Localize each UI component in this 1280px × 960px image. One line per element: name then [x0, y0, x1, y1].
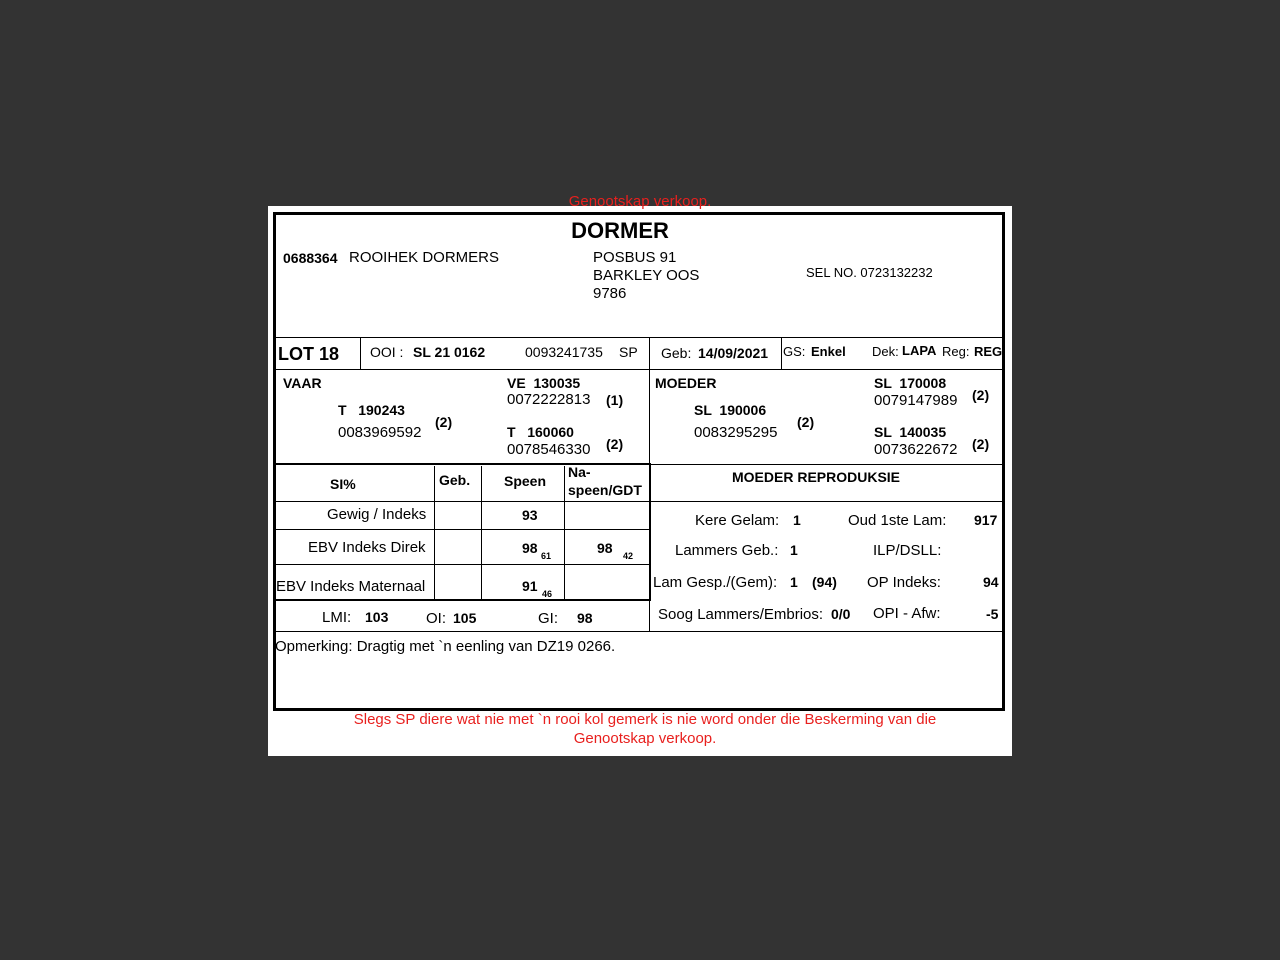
oi-value: 105: [453, 610, 477, 626]
row-maternaal-speen: 91: [522, 578, 538, 594]
vaar-number: 0083969592: [338, 424, 422, 441]
gs-label: GS:: [783, 344, 806, 359]
lammers-geb-value: 1: [790, 542, 798, 558]
card-frame: [273, 212, 1005, 711]
si-header-geb: Geb.: [439, 472, 471, 488]
row-maternaal-speen-sub: 46: [542, 589, 553, 599]
vaar-sire-number: 0072222813: [507, 391, 591, 408]
vaar-label: VAAR: [283, 375, 322, 391]
remark: Opmerking: Dragtig met `n eenling van DZ19 0266.: [275, 638, 616, 655]
geb-date: 14/09/2021: [698, 345, 769, 361]
row-gewig-speen: 93: [522, 507, 538, 523]
lammers-geb-label: Lammers Geb.:: [675, 542, 779, 559]
breed-title: DORMER: [571, 218, 669, 243]
moeder-id: SL 190006: [694, 402, 767, 418]
divider: [275, 337, 1005, 338]
notice-line2: Genootskap verkoop.: [573, 730, 717, 747]
oud-label: Oud 1ste Lam:: [848, 512, 947, 529]
row-direk-naspeen: 98: [597, 540, 613, 556]
notice-line1: Slegs SP diere wat nie met `n rooi kol gemerk is nie word onder die Beskerming van die: [353, 711, 937, 728]
si-header-si: SI%: [330, 476, 356, 492]
address-line3: 9786: [593, 285, 627, 302]
row-direk-naspeen-sub: 42: [623, 551, 634, 561]
lmi-value: 103: [365, 609, 389, 625]
vaar-dam-count: (2): [606, 436, 624, 452]
oi-label: OI:: [426, 610, 447, 627]
lam-gesp-label: Lam Gesp./(Gem):: [653, 574, 778, 591]
row-gewig-label: Gewig / Indeks: [327, 506, 427, 523]
ooi-label: OOI :: [370, 344, 404, 360]
si-header-naspeen-1: Na-: [568, 464, 591, 480]
cell-number: SEL NO. 0723132232: [806, 265, 933, 280]
op-label: OP Indeks:: [867, 574, 941, 591]
oud-value: 917: [974, 512, 998, 528]
ooi-id: SL 21 0162: [413, 344, 486, 360]
divider: [649, 464, 1005, 465]
owner-name: ROOIHEK DORMERS: [349, 249, 500, 266]
vaar-dam-number: 0078546330: [507, 441, 591, 458]
reproduction-title: MOEDER REPRODUKSIE: [732, 469, 901, 485]
address-line2: BARKLEY OOS: [593, 267, 700, 284]
row-direk-speen-sub: 61: [541, 551, 552, 561]
gi-value: 98: [577, 610, 593, 626]
reg-label: Reg:: [942, 344, 970, 359]
divider: [781, 337, 782, 369]
soog-label: Soog Lammers/Embrios:: [658, 606, 824, 623]
divider: [649, 337, 650, 369]
dek-value: LAPA: [902, 343, 937, 358]
geb-label: Geb:: [661, 345, 692, 361]
lot-number: LOT 18: [278, 344, 340, 364]
vaar-count: (2): [435, 414, 453, 430]
divider: [275, 631, 1005, 632]
kere-gelam-label: Kere Gelam:: [695, 512, 780, 529]
divider: [481, 466, 482, 599]
row-direk-speen: 98: [522, 540, 538, 556]
gs-value: Enkel: [811, 344, 846, 359]
vaar-sire-id: VE 130035: [507, 375, 581, 391]
lam-gesp-gem: (94): [812, 574, 837, 590]
divider: [649, 369, 650, 464]
reg-number: 0093241735: [525, 344, 603, 360]
moeder-dam-id: SL 140035: [874, 424, 947, 440]
vaar-id: T 190243: [338, 402, 405, 418]
divider: [564, 466, 565, 599]
lam-gesp-value: 1: [790, 574, 798, 590]
vaar-dam-id: T 160060: [507, 424, 574, 440]
gi-label: GI:: [538, 610, 559, 627]
opi-value: -5: [986, 606, 999, 622]
moeder-number: 0083295295: [694, 424, 778, 441]
top-notice-fragment: Genootskap verkoop.: [568, 193, 712, 210]
vaar-sire-count: (1): [606, 392, 624, 408]
sale-catalogue-card: [268, 193, 1012, 756]
lmi-label: LMI:: [322, 609, 352, 626]
divider: [360, 337, 361, 369]
address-line1: POSBUS 91: [593, 249, 677, 266]
sp-status: SP: [619, 344, 638, 360]
owner-number: 0688364: [283, 250, 338, 266]
divider: [275, 529, 650, 530]
divider: [649, 601, 650, 631]
moeder-label: MOEDER: [655, 375, 717, 391]
op-value: 94: [983, 574, 999, 590]
row-direk-label: EBV Indeks Direk: [308, 539, 426, 556]
moeder-dam-number: 0073622672: [874, 441, 958, 458]
soog-value: 0/0: [831, 606, 851, 622]
moeder-sire-count: (2): [972, 387, 990, 403]
divider: [275, 564, 650, 565]
ilp-label: ILP/DSLL:: [873, 542, 942, 559]
si-header-speen: Speen: [504, 473, 547, 489]
si-header-naspeen-2: speen/GDT: [568, 482, 642, 498]
divider: [434, 466, 435, 599]
reg-value: REG: [974, 344, 1003, 359]
opi-label: OPI - Afw:: [873, 605, 941, 622]
dek-label: Dek:: [872, 344, 899, 359]
moeder-sire-id: SL 170008: [874, 375, 947, 391]
moeder-dam-count: (2): [972, 436, 990, 452]
moeder-sire-number: 0079147989: [874, 392, 958, 409]
divider: [275, 369, 1005, 370]
moeder-count: (2): [797, 414, 815, 430]
row-maternaal-label: EBV Indeks Maternaal: [276, 578, 426, 595]
kere-gelam-value: 1: [793, 512, 801, 528]
divider: [275, 501, 1005, 502]
